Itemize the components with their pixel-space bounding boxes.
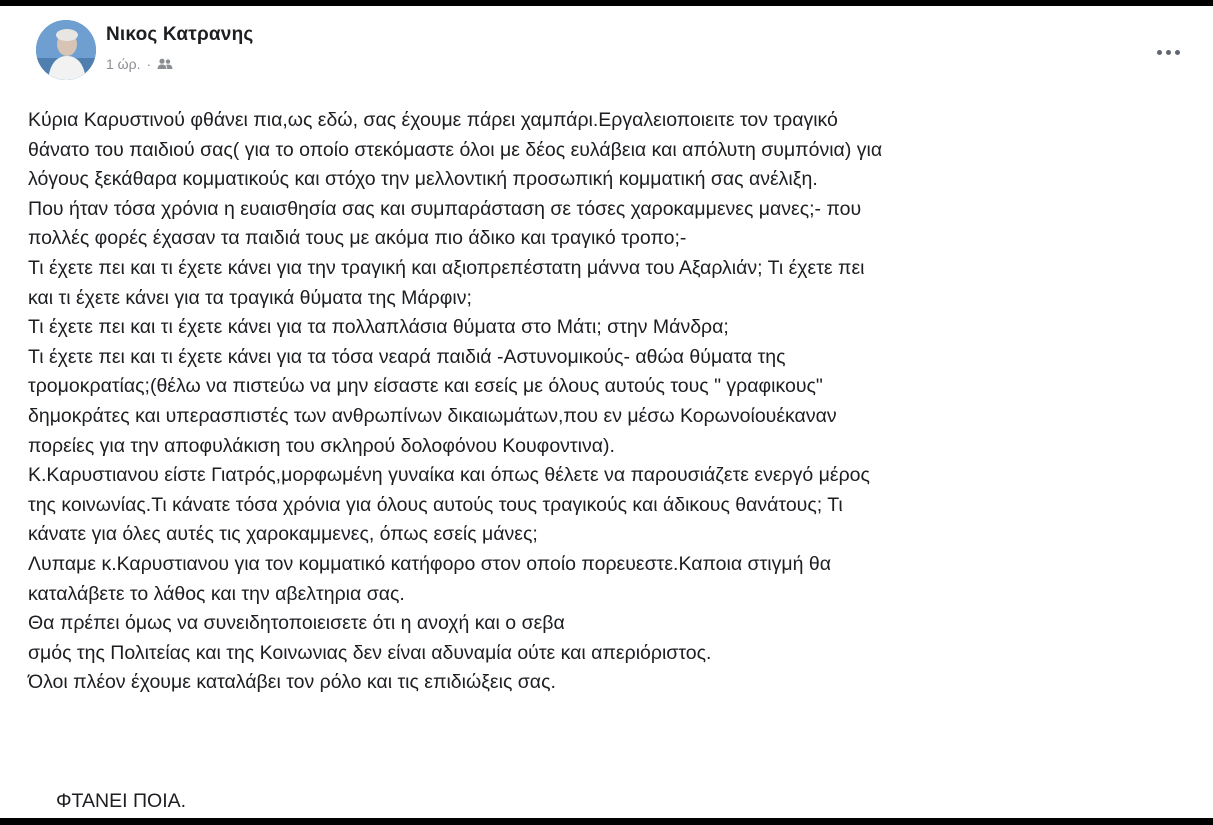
post-header (36, 20, 1186, 90)
post-text-line: της κοινωνίας.Τι κάνατε τόσα χρόνια για όλους αυτούς τους τραγικούς και άδικους θανάτους; Τι (28, 493, 843, 516)
post-meta (106, 56, 173, 72)
post-text-line: Τι έχετε πει και τι έχετε κάνει για την τραγική και αξιοπρεπέστατη μάννα του Αξαρλιάν; Τι έχετε πει (28, 256, 865, 279)
post-text-line: Κύρια Καρυστινού φθάνει πια,ως εδώ, σας έχουμε πάρει χαμπάρι.Εργαλειοποιειτε τον τραγικό (28, 109, 838, 131)
post-text-line: πολλές φορές έχασαν τα παιδιά τους με ακόμα πιο άδικο και τραγικό τροπο;- (28, 227, 687, 250)
more-options-button[interactable] (1150, 42, 1186, 62)
post-text-line: Κ.Καρυστιανου είστε Γιατρός,μορφωμένη γυναίκα και όπως θέλετε να παρουσιάζετε ενεργό μέρος (28, 464, 870, 487)
author-name[interactable]: Νικος Κατρανης (106, 24, 254, 45)
post-text-line: δημοκράτες και υπερασπιστές των ανθρωπίνων δικαιωμάτων,που εν μέσω Κορωνοίουέκαναν (28, 404, 837, 427)
post-text-line: Λυπαμε κ.Καρυστιανου για τον κομματικό κατήφορο στον οποίο πορευεστε.Καποια στιγμή θα (28, 552, 831, 575)
post-text (28, 106, 1193, 698)
friends-icon[interactable] (157, 58, 173, 70)
post-text-line: τρομοκρατίας;(θέλω να πιστεύω να μην είσαστε και εσείς με όλους αυτούς τους " γραφικους" (28, 375, 823, 398)
post-text-line: θάνατο του παιδιού σας( για το οποίο στεκόμαστε όλοι με δέος ευλάβεια και απόλυτη συμπόνια) για (28, 138, 883, 161)
post-text-line: Θα πρέπει όμως να συνειδητοποιεισετε ότι η ανοχή και ο σεβα (28, 612, 565, 635)
post-text-line: Όλοι πλέον έχουμε καταλάβει τον ρόλο και τις επιδιώξεις σας. (28, 671, 556, 694)
post-text-line: Που ήταν τόσα χρόνια η ευαισθησία σας και συμπαράσταση σε τόσες χαροκαμμενες μανες;- που (28, 197, 862, 220)
facebook-post (0, 6, 1213, 818)
post-text-line: πορείες για την αποφυλάκιση του σκληρού δολοφόνου Κουφοντινα). (28, 434, 615, 457)
post-text-line: Τι έχετε πει και τι έχετε κάνει για τα τόσα νεαρά παιδιά -Αστυνομικούς- αθώα θύματα της (28, 345, 786, 368)
avatar[interactable] (36, 20, 96, 80)
post-text-line: καταλάβετε το λάθος και την αβελτηρια σας. (28, 582, 405, 605)
meta-separator: · (146, 56, 152, 72)
more-options-icon (1157, 50, 1162, 55)
more-options-icon (1166, 50, 1171, 55)
post-timestamp[interactable]: 1 ώρ. (106, 56, 141, 72)
post-text-line: και τι έχετε κάνει για τα τραγικά θύματα της Μάρφιν; (28, 286, 472, 309)
post-text-line: σμός της Πολιτείας και της Κοινωνιας δεν είναι αδυναμία ούτε και απεριόριστος. (28, 641, 712, 664)
post-closing-line: ΦΤΑΝΕΙ ΠΟΙΑ. (56, 790, 187, 812)
more-options-icon (1175, 50, 1180, 55)
post-text-line: κάνατε για όλες αυτές τις χαροκαμμενες, όπως εσείς μάνες; (28, 523, 538, 546)
avatar-photo (36, 20, 96, 80)
post-text-line: Τι έχετε πει και τι έχετε κάνει για τα πολλαπλάσια θύματα στο Μάτι; στην Μάνδρα; (28, 316, 729, 339)
post-text-line: λόγους ξεκάθαρα κομματικούς και στόχο την μελλοντική προσωπική κομματική σας ανέλιξη. (28, 168, 818, 191)
